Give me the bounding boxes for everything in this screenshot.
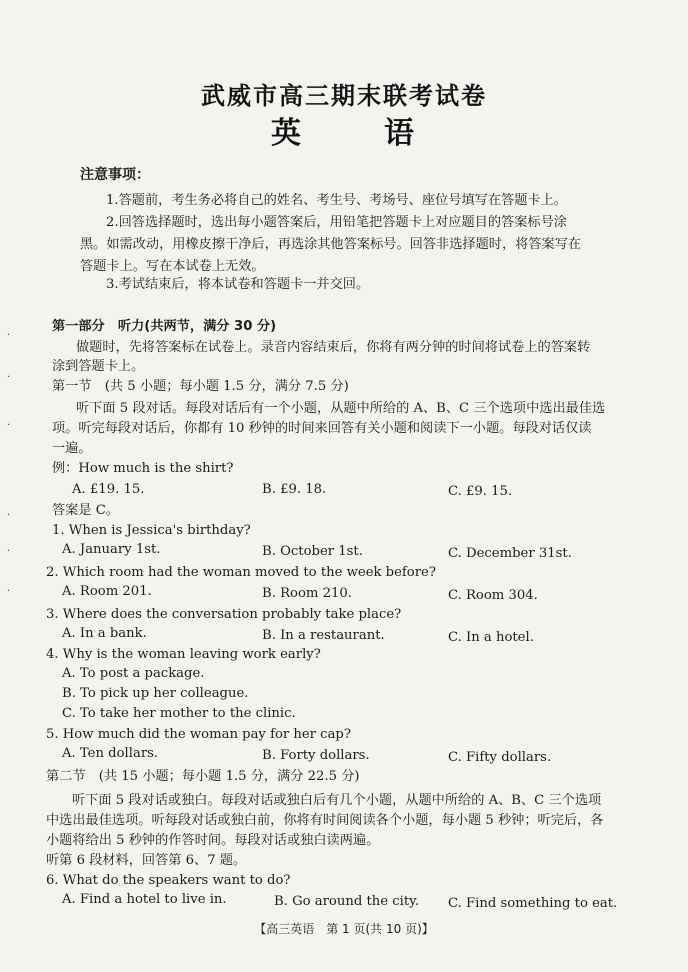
q4-option-c: C. To take her mother to the clinic. [62,706,296,721]
q2-option-c: C. Room 304. [448,588,538,603]
question-3: 3. Where does the conversation probably take place? [46,607,402,622]
margin-mark: · [7,546,11,557]
example-option-a: A. £19. 15. [72,482,145,497]
q4-option-a: A. To post a package. [62,666,205,681]
notes-line-5: 3.考试结束后，将本试卷和答题卡一并交回。 [106,277,370,292]
margin-mark: · [7,586,11,597]
notes-line-1: 1.答题前，考生务必将自己的姓名、考生号、考场号、座位号填写在答题卡上。 [106,193,567,208]
question-4: 4. Why is the woman leaving work early? [46,647,321,662]
margin-mark: · [7,510,11,521]
q1-option-a: A. January 1st. [62,542,161,557]
notes-line-2: 2.回答选择题时，选出每小题答案后，用铅笔把答题卡上对应题目的答案标号涂 [106,215,567,230]
question-1: 1. When is Jessica's birthday? [52,523,251,538]
q5-option-a: A. Ten dollars. [62,746,159,761]
q1-option-b: B. October 1st. [262,544,363,559]
q4-option-b: B. To pick up her colleague. [62,686,249,701]
margin-mark: · [7,330,11,341]
q6-option-b: B. Go around the city. [274,894,420,909]
section2-instr-2: 中选出最佳选项。听每段对话或独白前，你将有时间阅读各个小题，每小题 5 秒钟；听完后，各 [46,813,604,828]
page-footer: 【高三英语 第 1 页(共 10 页)】 [254,922,434,936]
material-6-heading: 听第 6 段材料，回答第 6、7 题。 [46,853,247,868]
part1-intro-2: 涂到答题卡上。 [52,359,145,374]
section2-heading: 第二节 (共 15 小题；每小题 1.5 分，满分 22.5 分) [46,769,360,784]
q2-option-a: A. Room 201. [62,584,152,599]
section1-instr-3: 一遍。 [52,441,92,456]
exam-title: 武威市高三期末联考试卷 [201,82,487,110]
q3-option-a: A. In a bank. [62,626,147,641]
part1-intro-1: 做题时，先将答案标在试卷上。录音内容结束后，你将有两分钟的时间将试卷上的答案转 [76,340,591,355]
q5-option-c: C. Fifty dollars. [448,750,552,765]
section1-heading: 第一节 (共 5 小题；每小题 1.5 分，满分 7.5 分) [52,379,349,394]
question-2: 2. Which room had the woman moved to the week before? [46,565,436,580]
notes-heading: 注意事项： [80,167,150,183]
example-option-c: C. £9. 15. [448,484,513,499]
question-6: 6. What do the speakers want to do? [46,873,291,888]
section1-instr-2: 项。听完每段对话后，你都有 10 秒钟的时间来回答有关小题和阅读下一小题。每段对话仅读 [52,421,592,436]
question-5: 5. How much did the woman pay for her cap? [46,727,351,742]
margin-mark: · [7,372,11,383]
q3-option-b: B. In a restaurant. [262,628,385,643]
q6-option-c: C. Find something to eat. [448,896,618,911]
subject-char-2: 语 [384,116,417,151]
example-question: 例：How much is the shirt? [52,461,234,476]
q5-option-b: B. Forty dollars. [262,748,370,763]
notes-line-4: 答题卡上。写在本试卷上无效。 [80,259,265,274]
section2-instr-3: 小题将给出 5 秒钟的作答时间。每段对话或独白读两遍。 [46,833,380,848]
q1-option-c: C. December 31st. [448,546,572,561]
example-option-b: B. £9. 18. [262,482,327,497]
notes-line-3: 黑。如需改动，用橡皮擦干净后，再选涂其他答案标号。回答非选择题时，将答案写在 [80,237,582,252]
q2-option-b: B. Room 210. [262,586,352,601]
example-answer: 答案是 C。 [52,503,120,518]
subject-title [0,108,688,152]
q3-option-c: C. In a hotel. [448,630,534,645]
section2-instr-1: 听下面 5 段对话或独白。每段对话或独白后有几个小题，从题中所给的 A、B、C 三个选项 [72,793,602,808]
section1-instr-1: 听下面 5 段对话。每段对话后有一个小题，从题中所给的 A、B、C 三个选项中选出最佳选 [76,401,606,416]
part1-heading: 第一部分 听力(共两节，满分 30 分) [52,319,277,334]
q6-option-a: A. Find a hotel to live in. [62,892,227,907]
margin-mark: · [7,420,11,431]
subject-char-1: 英 [271,116,304,151]
